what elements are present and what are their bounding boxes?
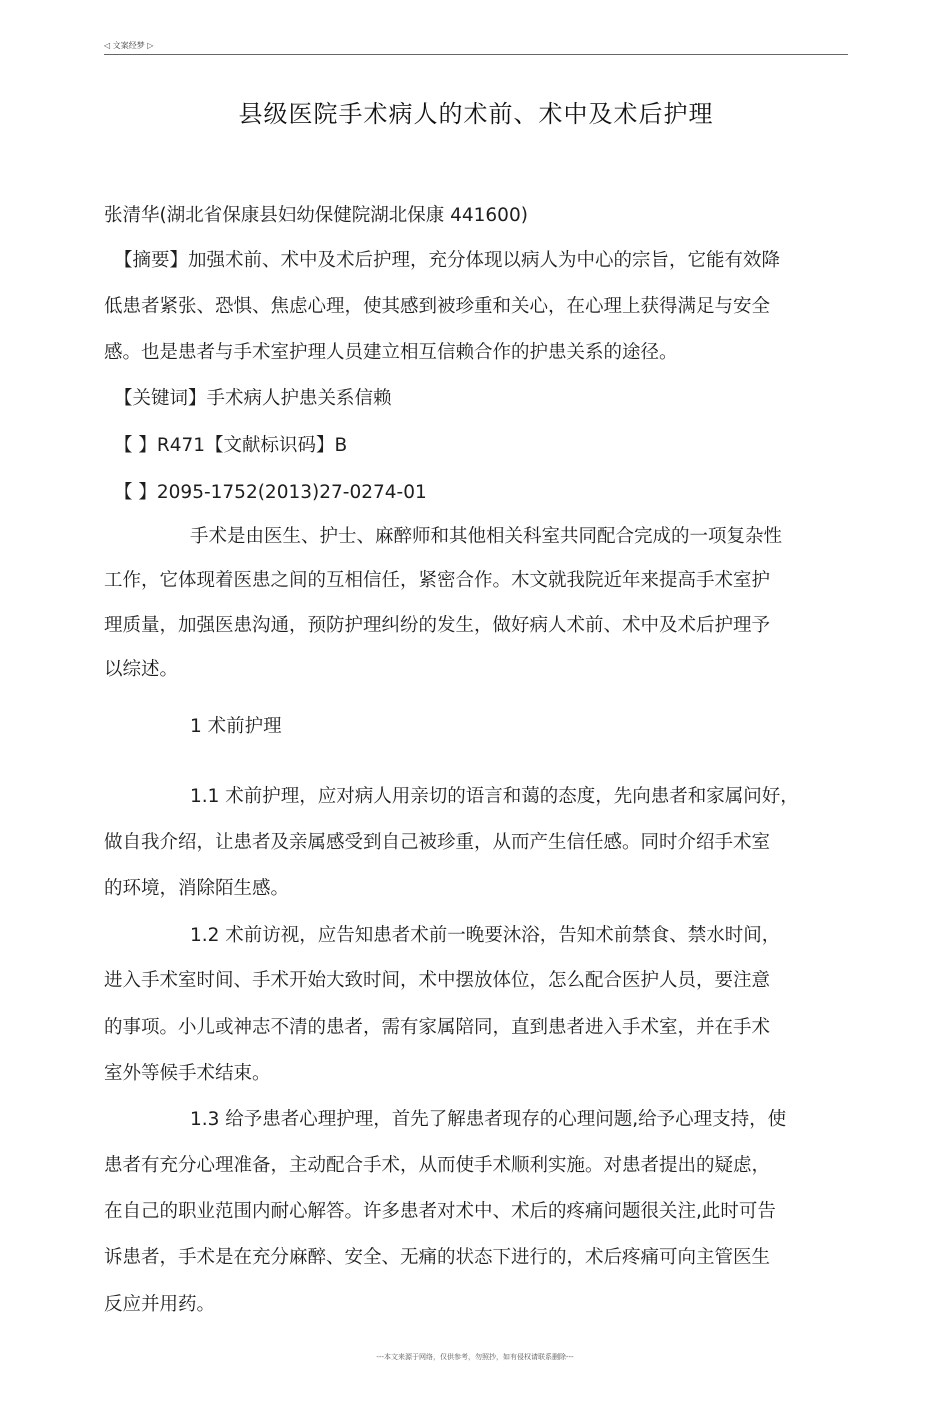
intro-line-2: 工作，它体现着医患之间的互相信任，紧密合作。木文就我院近年来提高手术室护 <box>104 570 771 591</box>
intro-line-1: 手术是由医生、护士、麻醉师和其他相关科室共同配合完成的一项复杂性 <box>190 526 783 547</box>
para-1-2-line-4: 室外等候手术结束。 <box>104 1063 271 1084</box>
abstract-line-2: 低患者紧张、恐惧、焦虑心理，使其感到被珍重和关心，在心理上获得满足与安全 <box>104 296 771 317</box>
author-line: 张清华(湖北省保康县妇幼保健院湖北保康 441600) <box>104 205 528 226</box>
article-title: 县级医院手术病人的术前、术中及术后护理 <box>238 100 714 128</box>
para-1-2-line-3: 的事项。小儿或神志不清的患者，需有家属陪同，直到患者进入手术室，并在手术 <box>104 1017 771 1038</box>
para-1-3-line-4: 诉患者，手术是在充分麻醉、安全、无痛的状态下进行的，术后疼痛可向主管医生 <box>104 1247 771 1268</box>
page-header <box>104 40 848 55</box>
article-id-line: 【 】2095-1752(2013)27-0274-01 <box>114 482 427 503</box>
para-1-3-line-5: 反应并用药。 <box>104 1294 216 1315</box>
page-footer: ---本文来源于网络，仅供参考，勿照抄，如有侵权请联系删除--- <box>376 1353 574 1361</box>
para-1-1-line-3: 的环境，消除陌生感。 <box>104 878 290 899</box>
abstract-line-1: 【摘要】加强术前、术中及术后护理，充分体现以病人为中心的宗旨，它能有效降 <box>114 250 781 271</box>
keywords-line: 【关键词】手术病人护患关系信赖 <box>114 388 392 409</box>
para-1-2-line-2: 进入手术室时间、手术开始大致时间，术中摆放体位，怎么配合医护人员，要注意 <box>104 970 771 991</box>
abstract-line-3: 感。也是患者与手术室护理人员建立相互信赖合作的护患关系的途径。 <box>104 342 678 363</box>
intro-line-3: 理质量，加强医患沟通，预防护理纠纷的发生，做好病人术前、术中及术后护理予 <box>104 615 771 636</box>
para-1-1-line-1: 1.1 术前护理，应对病人用亲切的语言和蔼的态度，先向患者和家属问好， <box>190 786 799 807</box>
para-1-3-line-2: 患者有充分心理准备，主动配合手术，从而使手术顺利实施。对患者提出的疑虑， <box>104 1155 771 1176</box>
para-1-1-line-2: 做自我介绍，让患者及亲属感受到自己被珍重，从而产生信任感。同时介绍手术室 <box>104 832 771 853</box>
para-1-3-line-3: 在自己的职业范围内耐心解答。许多患者对术中、术后的疼痛问题很关注,此时可告 <box>104 1201 776 1222</box>
section-1-heading: 1 术前护理 <box>190 716 282 737</box>
classification-line: 【 】R471【文献标识码】B <box>114 435 348 456</box>
header-text: ◁ 文案经梦 ▷ <box>104 41 154 50</box>
para-1-2-line-1: 1.2 术前访视，应告知患者术前一晚要沐浴，告知术前禁食、禁水时间， <box>190 925 781 946</box>
intro-line-4: 以综述。 <box>104 659 179 680</box>
para-1-3-line-1: 1.3 给予患者心理护理，首先了解患者现存的心理问题,给予心理支持，使 <box>190 1109 787 1130</box>
